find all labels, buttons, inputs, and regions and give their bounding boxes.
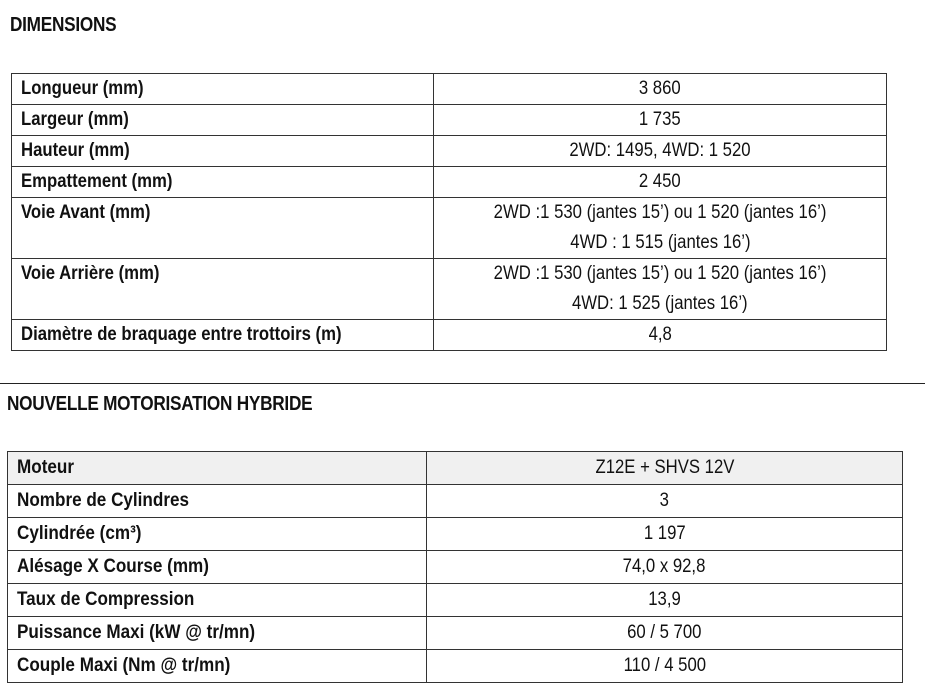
row-label: Diamètre de braquage entre trottoirs (m) [12,320,434,351]
row-label: Alésage X Course (mm) [8,551,427,584]
section-divider [0,383,925,384]
table-row [12,198,887,259]
row-value: 3 [427,485,903,518]
table-row [8,584,903,617]
row-label: Largeur (mm) [12,105,434,136]
row-value: 60 / 5 700 [427,617,903,650]
row-value: 110 / 4 500 [427,650,903,683]
row-value: 2WD :1 530 (jantes 15’) ou 1 520 (jantes 16’) 4WD : 1 515 (jantes 16’) [434,198,887,259]
table-row [12,167,887,198]
table-row [8,485,903,518]
motorisation-table [7,451,903,683]
row-label: Puissance Maxi (kW @ tr/mn) [8,617,427,650]
row-value: 4,8 [434,320,887,351]
dimensions-heading: DIMENSIONS [10,14,117,36]
row-label: Voie Avant (mm) [12,198,434,259]
row-label: Longueur (mm) [12,74,434,105]
table-row [12,259,887,320]
row-value: 1 735 [434,105,887,136]
row-label: Voie Arrière (mm) [12,259,434,320]
row-label: Nombre de Cylindres [8,485,427,518]
row-value: 2WD: 1495, 4WD: 1 520 [434,136,887,167]
motorisation-heading: NOUVELLE MOTORISATION HYBRIDE [7,393,313,415]
row-label: Taux de Compression [8,584,427,617]
table-row [8,518,903,551]
table-row [8,452,903,485]
row-label: Couple Maxi (Nm @ tr/mn) [8,650,427,683]
table-row [8,650,903,683]
table-row [12,105,887,136]
dimensions-table [11,73,887,351]
table-row [12,136,887,167]
row-value: 3 860 [434,74,887,105]
row-label: Cylindrée (cm³) [8,518,427,551]
row-value: 2WD :1 530 (jantes 15’) ou 1 520 (jantes 16’) 4WD: 1 525 (jantes 16’) [434,259,887,320]
row-label: Moteur [8,452,427,485]
row-value: 13,9 [427,584,903,617]
table-row [8,617,903,650]
row-value: 2 450 [434,167,887,198]
row-label: Empattement (mm) [12,167,434,198]
row-value: 1 197 [427,518,903,551]
table-row [12,320,887,351]
table-row [12,74,887,105]
row-label: Hauteur (mm) [12,136,434,167]
table-row [8,551,903,584]
row-value: Z12E + SHVS 12V [427,452,903,485]
row-value: 74,0 x 92,8 [427,551,903,584]
